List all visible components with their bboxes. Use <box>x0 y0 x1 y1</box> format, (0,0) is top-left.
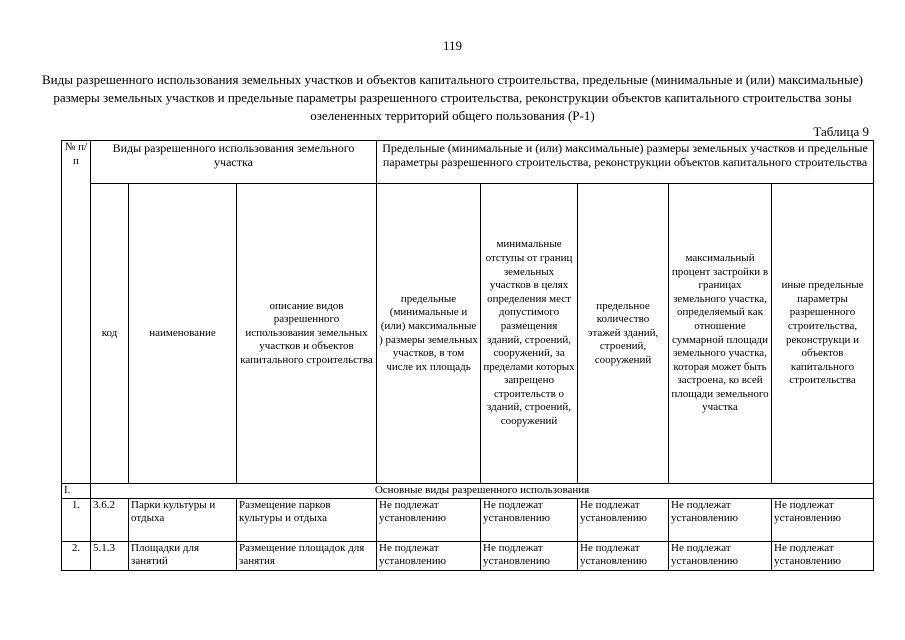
row-code: 5.1.3 <box>91 541 129 570</box>
regulations-table <box>61 140 874 571</box>
row-description: Размещение площадок для занятия <box>237 541 377 570</box>
row-description: Размещение парков культуры и отдыха <box>237 498 377 541</box>
header-name: наименование <box>129 184 237 484</box>
header-code: код <box>91 184 129 484</box>
table-row <box>62 498 874 541</box>
header-num: № п/п <box>62 141 91 484</box>
section-title: Основные виды разрешенного использования <box>91 484 874 499</box>
header-setbacks: минимальные отступы от границ земельных участков в целях определения мест допустимого размещения зданий, строений, сооружений, за пределами которых запрещено строительств о зданий, строений, сооружений <box>481 184 578 484</box>
table-label: Таблица 9 <box>813 124 869 139</box>
header-types-group: Виды разрешенного использования земельного участка <box>91 141 377 184</box>
header-limits-group: Предельные (минимальные и (или) максимальные) размеры земельных участков и предельные параметры разрешенного строительства, реконструкции объектов капитального строительства <box>377 141 874 184</box>
row-name: Парки культуры и отдыха <box>129 498 237 541</box>
page-number: 119 <box>442 38 463 53</box>
header-coverage: максимальный процент застройки в границах земельного участка, определяемый как отношение суммарной площади земельного участка, которая может быть застроена, ко всей площади земельного участка <box>669 184 772 484</box>
row-floors: Не подлежат установлению <box>578 541 669 570</box>
row-other: Не подлежат установлению <box>772 541 874 570</box>
row-floors: Не подлежат установлению <box>578 498 669 541</box>
row-setbacks: Не подлежат установлению <box>481 541 578 570</box>
table-row <box>62 541 874 570</box>
document-title: Виды разрешенного использования земельных участков и объектов капитального строительства, предельные (минимальные и (или) максимальные) размеры земельных участков и предельные параметры разрешенного строительства, реконструкции объектов капитального строительства зоны озелененных территорий общего пользования (Р-1) <box>42 72 863 123</box>
row-coverage: Не подлежат установлению <box>669 498 772 541</box>
row-num: 2. <box>62 541 91 570</box>
header-floors: предельное количество этажей зданий, строений, сооружений <box>578 184 669 484</box>
row-code: 3.6.2 <box>91 498 129 541</box>
row-name: Площадки для занятий <box>129 541 237 570</box>
row-sizes: Не подлежат установлению <box>377 541 481 570</box>
section-row <box>62 484 874 499</box>
row-other: Не подлежат установлению <box>772 498 874 541</box>
header-other: иные предельные параметры разрешенного строительства, реконструкци и объектов капитального строительства <box>772 184 874 484</box>
section-num: I. <box>62 484 91 499</box>
row-num: 1. <box>62 498 91 541</box>
row-setbacks: Не подлежат установлению <box>481 498 578 541</box>
row-sizes: Не подлежат установлению <box>377 498 481 541</box>
header-description: описание видов разрешенного использования земельных участков и объектов капитального строительства <box>237 184 377 484</box>
row-coverage: Не подлежат установлению <box>669 541 772 570</box>
header-row-group <box>62 141 874 184</box>
header-sizes: предельные (минимальные и (или) максимальные ) размеры земельных участков, в том числе их площадь <box>377 184 481 484</box>
header-row-columns <box>62 184 874 484</box>
